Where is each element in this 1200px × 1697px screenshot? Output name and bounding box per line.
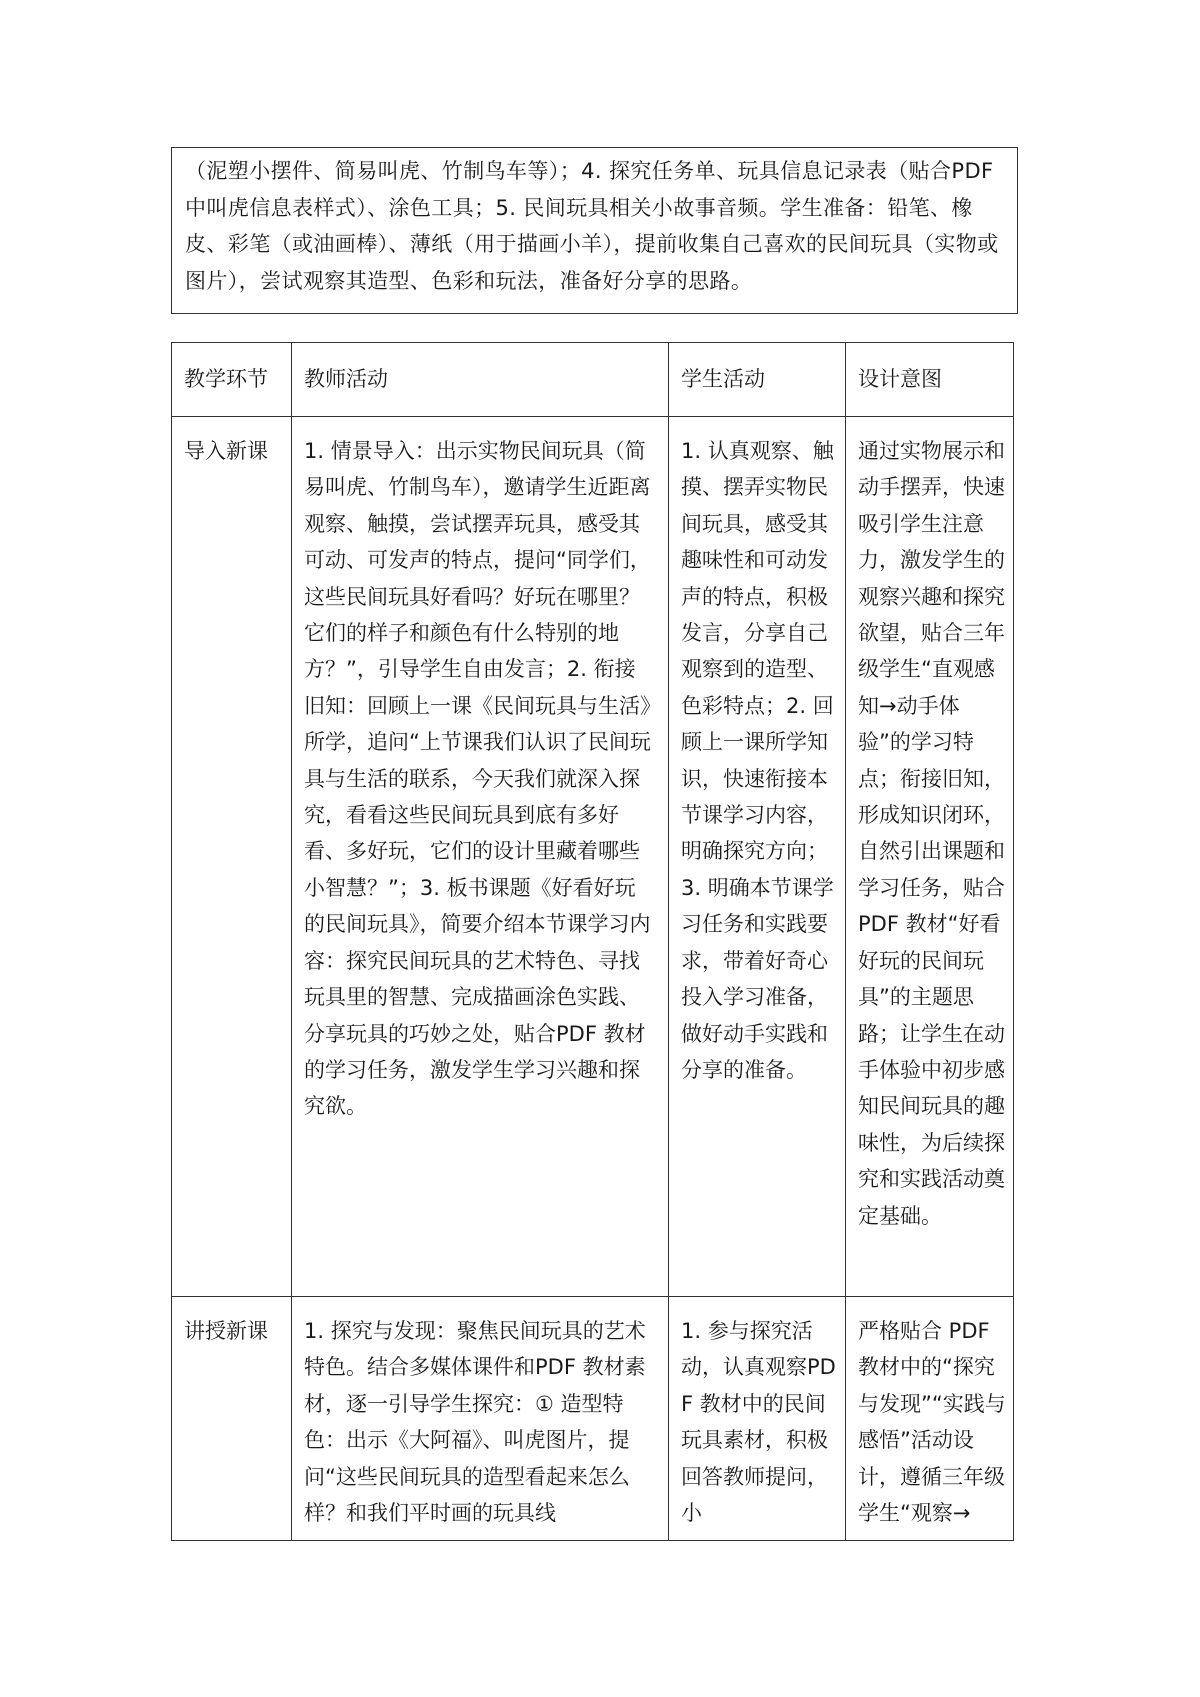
cell-design-intent: 通过实物展示和动手摆弄，快速吸引学生注意力，激发学生的观察兴趣和探究欲望，贴合三年级学生“直观感知→动手体验”的学习特点；衔接旧知，形成知识闭环，自然引出课题和学习任务，贴合 PDF 教材“好看好玩的民间玩具”的主题思路；让学生在动手体验中初步感知民间玩具的趣味性，为后续探究和实践活动奠定基础。 <box>846 417 1014 1297</box>
cell-design-intent: 严格贴合 PDF 教材中的“探究与发现”“实践与感悟”活动设计，遵循三年级学生“观察→ <box>846 1297 1014 1541</box>
cell-teacher-activity: 1. 情景导入：出示实物民间玩具（简易叫虎、竹制鸟车），邀请学生近距离观察、触摸，尝试摆弄玩具，感受其可动、可发声的特点，提问“同学们，这些民间玩具好看吗？好玩在哪里？它们的样子和颜色有什么特别的地方？”，引导学生自由发言；2. 衔接旧知：回顾上一课《民间玩具与生活》所学，追问“上节课我们认识了民间玩具与生活的联系，今天我们就深入探究，看看这些民间玩具到底有多好看、多好玩，它们的设计里藏着哪些小智慧？”；3. 板书课题《好看好玩的民间玩具》，简要介绍本节课学习内容：探究民间玩具的艺术特色、寻找玩具里的智慧、完成描画涂色实践、分享玩具的巧妙之处，贴合PDF 教材的学习任务，激发学生学习兴趣和探究欲。 <box>292 417 669 1297</box>
header-student-activity: 学生活动 <box>669 343 846 417</box>
cell-stage: 导入新课 <box>172 417 292 1297</box>
cell-stage: 讲授新课 <box>172 1297 292 1541</box>
table-header-row <box>172 343 1014 417</box>
cell-student-activity: 1. 认真观察、触摸、摆弄实物民间玩具，感受其趣味性和可动发声的特点，积极发言，分享自己观察到的造型、色彩特点；2. 回顾上一课所学知识，快速衔接本节课学习内容，明确探究方向；3. 明确本节课学习任务和实践要求，带着好奇心投入学习准备，做好动手实践和分享的准备。 <box>669 417 846 1297</box>
table-row <box>172 417 1014 1297</box>
preparation-text-box: （泥塑小摆件、简易叫虎、竹制鸟车等）；4. 探究任务单、玩具信息记录表（贴合PDF 中叫虎信息表样式）、涂色工具；5. 民间玩具相关小故事音频。学生准备：铅笔、橡皮、彩笔（或油画棒）、薄纸（用于描画小羊），提前收集自己喜欢的民间玩具（实物或图片），尝试观察其造型、色彩和玩法，准备好分享的思路。 <box>171 147 1018 314</box>
header-teacher-activity: 教师活动 <box>292 343 669 417</box>
table-row <box>172 1297 1014 1541</box>
cell-student-activity: 1. 参与探究活动，认真观察PDF 教材中的民间玩具素材，积极回答教师提问，小 <box>669 1297 846 1541</box>
lesson-plan-table <box>171 342 1014 1541</box>
cell-teacher-activity: 1. 探究与发现：聚焦民间玩具的艺术特色。结合多媒体课件和PDF 教材素材，逐一引导学生探究：① 造型特色：出示《大阿福》、叫虎图片，提问“这些民间玩具的造型看起来怎么样？和我们平时画的玩具线 <box>292 1297 669 1541</box>
header-design-intent: 设计意图 <box>846 343 1014 417</box>
header-teaching-stage: 教学环节 <box>172 343 292 417</box>
